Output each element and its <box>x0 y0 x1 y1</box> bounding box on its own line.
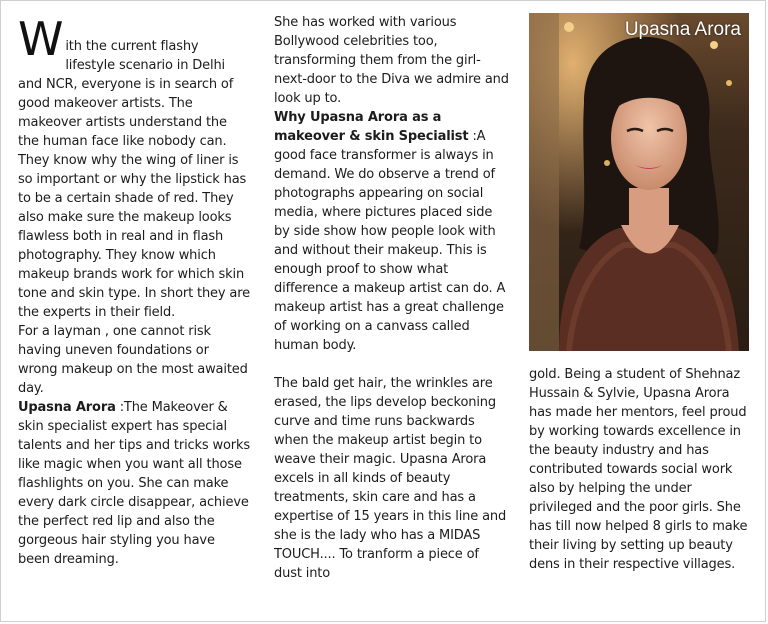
talents-paragraph <box>18 398 250 569</box>
article-column-3 <box>529 365 751 574</box>
magic-paragraph: The bald get hair, the wrinkles are erased, the lips develop beckoning curve and time runs backwards when the makeup artist begin to weave their magic. Upasna Arora excels in all kinds of beauty treatments, skin care and has a expertise of 15 years in this line and she is the lady who has a MIDAS TOUCH.... To tranform a piece of dust into <box>274 376 507 581</box>
paragraph-lead: Upasna Arora <box>18 400 116 415</box>
portrait-photo <box>529 13 749 351</box>
paragraph-text: :The Makeover & skin specialist expert has special talents and her tips and tricks works like magic when you want all those flashlights on you. She can make every dark circle disappear, achieve the perfect red lip and also the gorgeous hair styling you have been dreaming. <box>18 400 250 567</box>
intro-paragraph <box>18 12 250 322</box>
portrait-illustration <box>529 13 749 351</box>
article-column-2 <box>274 13 510 583</box>
paragraph-text: :A good face transformer is always in demand. We do observe a trend of photographs appearing on social media, where pictures placed side by side show how people look with and without their makeup. This is enough proof to show what difference a makeup artist can do. A makeup artist has a great challenge of working on a canvass called human body. <box>274 129 506 353</box>
layman-paragraph: For a layman , one cannot risk having uneven foundations or wrong makeup on the most awaited day. <box>18 324 248 396</box>
intro-text: ith the current flashy lifestyle scenario in Delhi and NCR, everyone is in search of good makeover artists. The makeover artists understand the the human face like nobody can. They know why the wing of liner is so important or why the lipstick has to be a certain shade of red. They also make sure the makeup looks flawless both in real and in flash photography. They know which makeup brands work for which skin tone and skin type. In short they are the experts in their field. <box>18 39 250 320</box>
paragraph-gap <box>274 355 510 374</box>
drop-cap: W <box>18 12 64 66</box>
photo-caption: Upasna Arora <box>624 19 741 40</box>
paragraph-lead: Why Upasna Arora as a makeover & skin Specialist <box>274 110 469 144</box>
article-column-1 <box>18 12 250 569</box>
celebrities-paragraph: She has worked with various Bollywood celebrities too, transforming them from the girl-next-door to the Diva we admire and look up to. <box>274 15 509 106</box>
specialist-paragraph <box>274 108 510 355</box>
mentors-paragraph: gold. Being a student of Shehnaz Hussain & Sylvie, Upasna Arora has made her mentors, feel proud by working towards excellence in the beauty industry and has contributed towards social work also by helping the under privileged and the poor girls. She has till now helped 8 girls to make their living by setting up beauty dens in their respective villages. <box>529 367 748 572</box>
